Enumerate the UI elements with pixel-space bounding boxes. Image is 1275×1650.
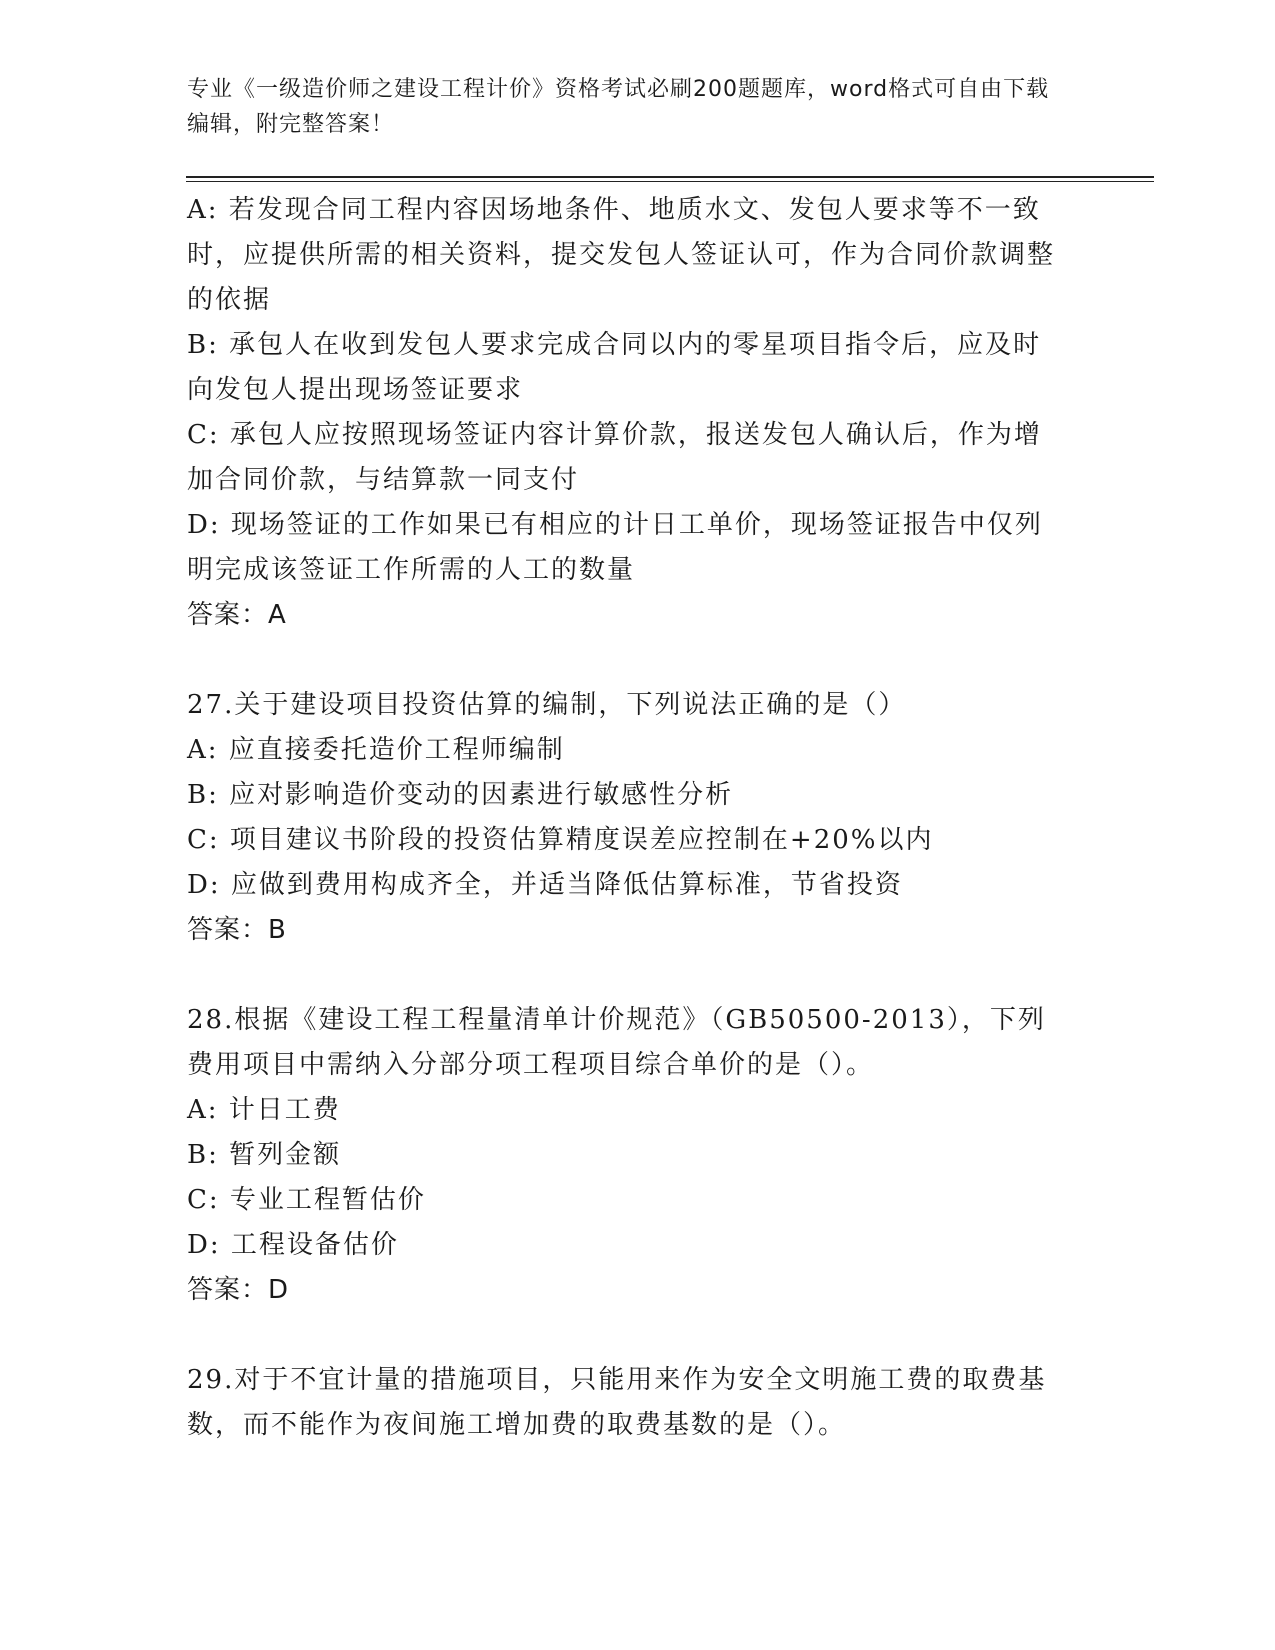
question-spacer [187,638,1067,683]
header-divider-thick [186,176,1154,178]
header-divider-thin [186,181,1154,182]
question-text: 29.对于不宜计量的措施项目，只能用来作为安全文明施工费的取费基数，而不能作为夜间施工增加费的取费基数的是（）。 [187,1365,1047,1440]
option-d: D: 工程设备估价 [187,1230,399,1260]
option-c: C: 项目建议书阶段的投资估算精度误差应控制在+20%以内 [187,825,934,855]
option-c: C: 专业工程暂估价 [187,1185,426,1215]
option-d: D: 应做到费用构成齐全，并适当降低估算标准，节省投资 [187,870,903,900]
option-b: B: 应对影响造价变动的因素进行敏感性分析 [187,780,734,810]
question-block-26 [187,188,1067,638]
question-content [187,188,1067,1448]
option-a: A: 应直接委托造价工程师编制 [187,735,565,765]
answer-line: 答案：A [187,600,287,630]
answer-line: 答案：B [187,915,287,945]
question-text: 27.关于建设项目投资估算的编制，下列说法正确的是（） [187,690,907,720]
question-block-27 [187,683,1067,953]
option-a: A: 计日工费 [187,1095,341,1125]
answer-line: 答案：D [187,1275,290,1305]
question-text: 28.根据《建设工程工程量清单计价规范》（GB50500-2013），下列费用项目中需纳入分部分项工程项目综合单价的是（）。 [187,1005,1046,1080]
question-spacer [187,1313,1067,1358]
option-c: C: 承包人应按照现场签证内容计算价款，报送发包人确认后，作为增加合同价款，与结算款一同支付 [187,420,1042,495]
question-spacer [187,953,1067,998]
option-b: B: 承包人在收到发包人要求完成合同以内的零星项目指令后，应及时向发包人提出现场签证要求 [187,330,1042,405]
question-block-28 [187,998,1067,1313]
option-b: B: 暂列金额 [187,1140,342,1170]
option-d: D: 现场签证的工作如果已有相应的计日工单价，现场签证报告中仅列明完成该签证工作所需的人工的数量 [187,510,1043,585]
document-header-title: 专业《一级造价师之建设工程计价》资格考试必刷200题题库，word格式可自由下载编辑，附完整答案！ [187,77,1050,137]
question-block-29 [187,1358,1067,1448]
option-a: A: 若发现合同工程内容因场地条件、地质水文、发包人要求等不一致时，应提供所需的相关资料，提交发包人签证认可，作为合同价款调整的依据 [187,195,1056,315]
